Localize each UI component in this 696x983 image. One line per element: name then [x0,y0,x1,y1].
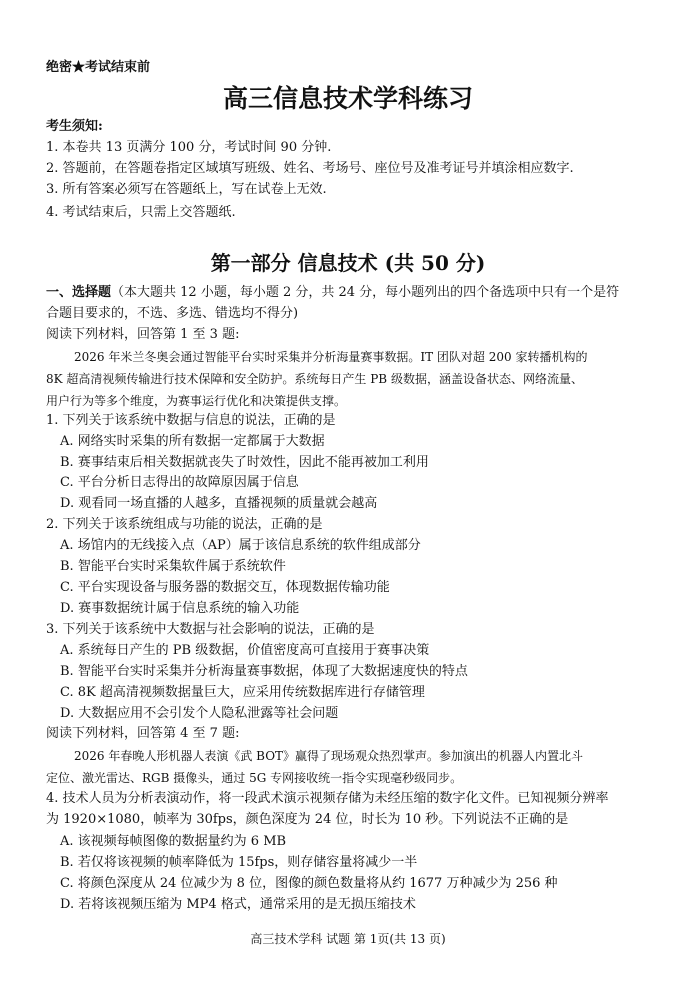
material-lead: 阅读下列材料，回答第 1 至 3 题: [46,327,240,342]
question-option: C. 平台分析日志得出的故障原因属于信息 [60,475,299,490]
notice-item: 4. 考试结束后，只需上交答题纸. [46,205,236,220]
question-option: A. 系统每日产生的 PB 级数据，价值密度高可直接用于赛事决策 [60,643,430,658]
material-lead: 阅读下列材料，回答第 4 至 7 题: [46,726,240,741]
question-stem: 4. 技术人员为分析表演动作，将一段武术演示视频存储为未经压缩的数字化文件。已知视频分辨率 [46,791,609,806]
secret-label: 绝密★考试结束前 [46,60,151,75]
section-header [46,285,619,301]
question-option: B. 智能平台实时采集软件属于系统软件 [60,559,286,574]
material-line: 2026 年春晚人形机器人表演《武 BOT》赢得了现场观众热烈掌声。参加演出的机器人内置北斗 [74,749,584,763]
section-label: 一、选择题 [46,285,112,300]
notice-item: 1. 本卷共 13 页满分 100 分，考试时间 90 分钟. [46,140,332,155]
material-line: 2026 年米兰冬奥会通过智能平台实时采集并分析海量赛事数据。IT 团队对超 200 家转播机构的 [74,350,588,364]
question-option: A. 该视频每帧图像的数据量约为 6 MB [60,834,287,849]
question-option: A. 场馆内的无线接入点（AP）属于该信息系统的软件组成部分 [60,538,421,553]
question-option: B. 智能平台实时采集并分析海量赛事数据，体现了大数据速度快的特点 [60,664,468,679]
question-stem: 1. 下列关于该系统中数据与信息的说法，正确的是 [46,413,336,428]
material-line: 定位、激光雷达、RGB 摄像头，通过 5G 专网接收统一指令实现毫秒级同步。 [46,771,463,785]
notice-heading: 考生须知: [46,119,103,134]
question-option: A. 网络实时采集的所有数据一定都属于大数据 [60,434,325,449]
question-option: D. 若将该视频压缩为 MP4 格式，通常采用的是无损压缩技术 [60,897,416,912]
material-line: 用户行为等多个维度，为赛事运行优化和决策提供支撑。 [46,394,347,408]
question-stem-cont: 为 1920×1080，帧率为 30fps，颜色深度为 24 位，时长为 10 秒。下列说法不正确的是 [46,812,569,827]
question-option: C. 将颜色深度从 24 位减少为 8 位，图像的颜色数量将从约 1677 万种减少为 256 种 [60,876,558,891]
question-option: B. 若仅将该视频的帧率降低为 15fps，则存储容量将减少一半 [60,855,418,870]
section-desc-cont: 合题目要求的，不选、多选、错选均不得分) [46,306,299,321]
question-option: C. 平台实现设备与服务器的数据交互，体现数据传输功能 [60,580,390,595]
page-title: 高三信息技术学科练习 [222,84,473,113]
notice-item: 2. 答题前，在答题卷指定区域填写班级、姓名、考场号、座位号及准考证号并填涂相应数字. [46,161,574,176]
section-desc: （本大题共 12 小题，每小题 2 分，共 24 分，每小题列出的四个备选项中只有一个是符 [111,285,620,300]
part-title: 第一部分 信息技术 (共 50 分) [210,251,486,275]
question-option: B. 赛事结束后相关数据就丧失了时效性，因此不能再被加工利用 [60,455,429,470]
question-option: C. 8K 超高清视频数据量巨大，应采用传统数据库进行存储管理 [60,685,425,700]
question-option: D. 赛事数据统计属于信息系统的输入功能 [60,601,300,616]
question-option: D. 大数据应用不会引发个人隐私泄露等社会问题 [60,706,339,721]
question-option: D. 观看同一场直播的人越多，直播视频的质量就会越高 [60,496,378,511]
material-line: 8K 超高清视频传输进行技术保障和安全防护。系统每日产生 PB 级数据，涵盖设备状态、网络流量、 [46,372,583,386]
notice-item: 3. 所有答案必须写在答题纸上，写在试卷上无效. [46,182,327,197]
page-footer: 高三技术学科 试题 第 1页(共 13 页) [250,932,446,946]
question-stem: 3. 下列关于该系统中大数据与社会影响的说法，正确的是 [46,622,375,637]
question-stem: 2. 下列关于该系统组成与功能的说法，正确的是 [46,517,323,532]
